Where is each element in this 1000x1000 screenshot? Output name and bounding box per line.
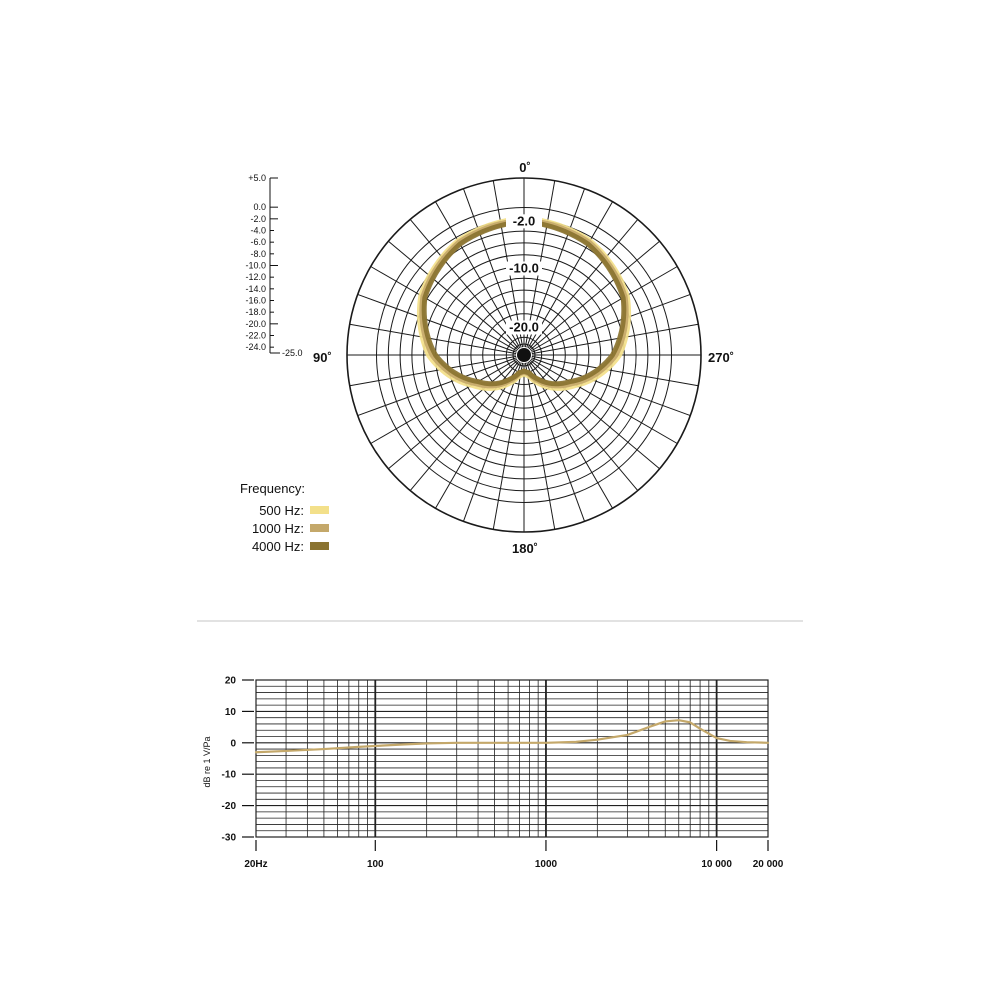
frequency-response-chart bbox=[202, 676, 784, 871]
scale-label: -2.0 bbox=[250, 213, 266, 224]
x-tick-label: 20 000 bbox=[752, 859, 784, 870]
legend-label: 500 Hz: bbox=[259, 503, 304, 518]
y-tick-label: -10 bbox=[221, 769, 236, 781]
scale-label: -12.0 bbox=[245, 272, 266, 283]
legend-title: Frequency: bbox=[240, 481, 306, 496]
legend-label: 1000 Hz: bbox=[251, 521, 304, 536]
polar-spoke bbox=[371, 267, 517, 352]
scale-label: +5.0 bbox=[248, 173, 266, 183]
scale-label: -14.0 bbox=[245, 283, 266, 294]
level-scale bbox=[245, 173, 302, 358]
polar-center bbox=[513, 344, 535, 366]
angle-label-180: 180˚ bbox=[511, 541, 539, 556]
y-axis bbox=[222, 676, 254, 844]
scale-label: -20.0 bbox=[245, 318, 266, 329]
y-tick-label: 20 bbox=[224, 675, 236, 687]
plot-frame bbox=[256, 680, 768, 837]
y-tick-label: 10 bbox=[224, 706, 236, 718]
scale-label: -16.0 bbox=[245, 295, 266, 306]
x-tick-label: 100 bbox=[366, 859, 384, 870]
y-axis-label: dB re 1 V/Pa bbox=[202, 736, 212, 788]
legend-swatch bbox=[310, 524, 329, 532]
scale-label: -8.0 bbox=[250, 248, 266, 259]
ring-label: -2.0 bbox=[512, 213, 536, 229]
scale-label: -6.0 bbox=[250, 237, 266, 248]
x-tick-label: 10 000 bbox=[701, 859, 732, 870]
polar-spoke bbox=[358, 294, 517, 352]
scale-label: -22.0 bbox=[245, 330, 266, 341]
angle-label-270: 270˚ bbox=[708, 350, 735, 365]
x-axis bbox=[244, 840, 783, 870]
legend-swatch bbox=[310, 506, 329, 514]
y-tick-label: 0 bbox=[230, 738, 236, 750]
frequency-legend bbox=[240, 481, 329, 554]
x-tick-label: 20Hz bbox=[244, 859, 268, 870]
ring-label: -10.0 bbox=[509, 260, 539, 276]
scale-label: -10.0 bbox=[245, 260, 266, 271]
x-tick-label: 1000 bbox=[534, 859, 558, 870]
frequency-grid bbox=[256, 680, 768, 837]
polar-spoke bbox=[532, 294, 691, 352]
legend-swatch bbox=[310, 542, 329, 550]
scale-label: 0.0 bbox=[253, 202, 266, 213]
scale-label: -24.0 bbox=[245, 342, 266, 353]
polar-spoke bbox=[531, 267, 677, 352]
y-tick-label: -30 bbox=[221, 832, 236, 844]
scale-label: -25.0 bbox=[282, 348, 303, 358]
polar-pattern-chart bbox=[240, 160, 734, 556]
scale-label: -18.0 bbox=[245, 307, 266, 318]
scale-label: -4.0 bbox=[250, 225, 266, 236]
legend-label: 4000 Hz: bbox=[251, 539, 304, 554]
angle-label-90: 90˚ bbox=[313, 350, 332, 365]
y-tick-label: -20 bbox=[221, 801, 236, 813]
polar-center-dot bbox=[517, 348, 531, 362]
angle-label-0: 0˚ bbox=[519, 160, 531, 175]
ring-label: -20.0 bbox=[509, 319, 539, 335]
